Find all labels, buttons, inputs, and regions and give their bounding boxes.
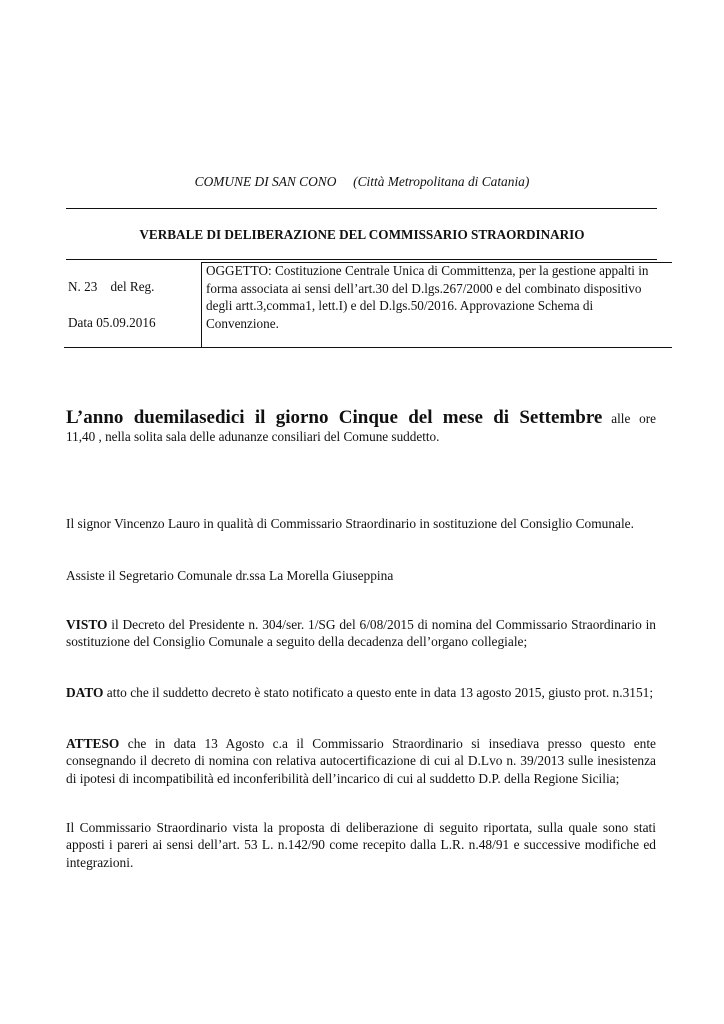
title-rule [66,259,657,260]
atteso-lead: ATTESO [66,736,120,751]
registry-bottom-border [64,347,672,348]
assiste-paragraph: Assiste il Segretario Comunale dr.ssa La Morella Giuseppina [66,568,394,583]
registry-number [68,279,154,295]
metro-city: (Città Metropolitana di Catania) [353,174,530,189]
proposta-paragraph: Il Commissario Straordinario vista la proposta di deliberazione di seguito riportata, sulla quale sono stati apposti i pareri ai sensi dell’art. 53 L. n.142/90 come recepito dalla L.R. n.48/91 e successive modifiche ed integrazioni. [66,820,656,870]
reg-label: del Reg. [110,279,155,294]
visto-lead: VISTO [66,617,108,632]
number-label: N. [68,279,81,294]
intro-time-label: alle ore [611,411,656,426]
visto-text: il Decreto del Presidente n. 304/ser. 1/SG del 6/08/2015 di nomina del Commissario Straordinario in sostituzione del Consiglio Comunale a seguito della decadenza dell’organo collegiale; [66,617,656,650]
municipality-name: COMUNE DI SAN CONO [194,174,337,189]
intro-paragraph [66,408,656,445]
oggetto-text: OGGETTO: Costituzione Centrale Unica di Committenza, per la gestione appalti in forma associata ai sensi dell’art.30 del D.lgs.267/2000 e del combinato dispositivo degli artt.3,comma1, lett.I) e del D.lgs.50/2016. Approvazione Schema di Convenzione. [206,263,649,331]
intro-line2: 11,40 , nella solita sala delle adunanze consiliari del Comune suddetto. [66,429,440,444]
visto-paragraph [66,616,656,651]
registry-date: Data 05.09.2016 [68,315,156,330]
top-rule [66,208,657,209]
dato-paragraph [66,684,656,701]
commissario-paragraph: Il signor Vincenzo Lauro in qualità di Commissario Straordinario in sostituzione del Consiglio Comunale. [66,516,634,531]
intro-date-bold: L’anno duemilasedici il giorno Cinque del mese di Settembre [66,407,603,428]
registry-cell [64,262,202,347]
dato-lead: DATO [66,685,104,700]
atteso-text: che in data 13 Agosto c.a il Commissario Straordinario si insediava presso questo ente consegnando il decreto di nomina con relativa autocertificazione di cui al D.Lvo n. 39/2013 sulle inesistenza di ipotesi di incompatibilità ed inconferibilità dell’incarico di cui al suddetto D.P. della Regione Sicilia; [66,736,656,786]
number-value: 23 [84,279,98,294]
document-title: VERBALE DI DELIBERAZIONE DEL COMMISSARIO STRAORDINARIO [139,227,585,242]
atteso-paragraph [66,735,656,787]
document-header [0,174,724,190]
dato-text: atto che il suddetto decreto è stato notificato a questo ente in data 13 agosto 2015, giusto prot. n.3151; [103,685,654,700]
